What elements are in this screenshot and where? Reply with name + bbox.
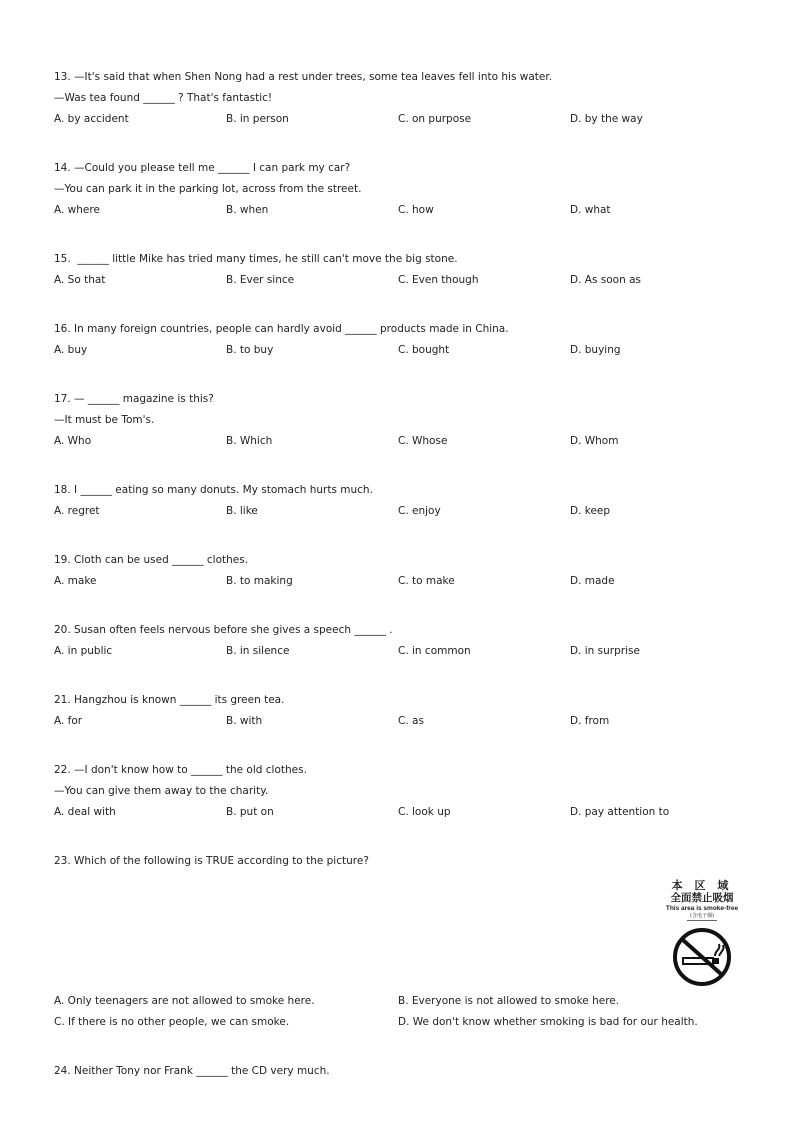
answer-option[interactable]: C. If there is no other people, we can smoke. <box>54 1016 290 1028</box>
answer-option[interactable]: D. from <box>570 715 610 727</box>
question-text: 13. —It's said that when Shen Nong had a rest under trees, some tea leaves fell into his water. <box>54 71 553 83</box>
answer-option[interactable]: B. to buy <box>226 344 274 356</box>
answer-option[interactable]: D. in surprise <box>570 645 640 657</box>
question-list <box>54 67 744 823</box>
answer-option[interactable]: A. in public <box>54 645 113 657</box>
question-text: 19. Cloth can be used ______ clothes. <box>54 554 249 566</box>
answer-option[interactable]: A. So that <box>54 274 106 286</box>
answer-option[interactable]: C. as <box>398 715 424 727</box>
answer-options <box>54 641 744 662</box>
question-text: 23. Which of the following is TRUE according to the picture? <box>54 855 369 867</box>
question-text: 20. Susan often feels nervous before she gives a speech ______ . <box>54 624 393 636</box>
answer-option[interactable]: D. by the way <box>570 113 643 125</box>
question-20 <box>54 620 744 662</box>
answer-option[interactable]: B. put on <box>226 806 274 818</box>
answer-option[interactable]: C. bought <box>398 344 450 356</box>
no-smoking-sign <box>662 880 742 990</box>
question-14 <box>54 158 744 221</box>
question-24 <box>54 1061 744 1082</box>
sign-chinese-line-2: 全面禁止吸烟 <box>670 892 734 904</box>
answer-option[interactable]: B. in silence <box>226 645 290 657</box>
question-text: 16. In many foreign countries, people can hardly avoid ______ products made in China. <box>54 323 509 335</box>
question-13 <box>54 67 744 130</box>
question-18 <box>54 480 744 522</box>
answer-option[interactable]: D. We don't know whether smoking is bad for our health. <box>398 1016 698 1028</box>
answer-option[interactable]: B. Everyone is not allowed to smoke here. <box>398 995 620 1007</box>
question-text: 24. Neither Tony nor Frank ______ the CD very much. <box>54 1065 330 1077</box>
answer-option[interactable]: D. Whom <box>570 435 619 447</box>
question-text: 15. ______ little Mike has tried many times, he still can't move the big stone. <box>54 253 458 265</box>
sign-divider <box>687 920 717 924</box>
answer-option[interactable]: C. Whose <box>398 435 448 447</box>
answer-options <box>54 340 744 361</box>
answer-option[interactable]: A. where <box>54 204 100 216</box>
answer-option[interactable]: D. buying <box>570 344 621 356</box>
question-text: —It must be Tom's. <box>54 414 155 426</box>
question-text: —Was tea found ______ ? That's fantastic! <box>54 92 273 104</box>
answer-option[interactable]: B. Ever since <box>226 274 295 286</box>
question-15 <box>54 249 744 291</box>
question-text: —You can give them away to the charity. <box>54 785 269 797</box>
answer-option[interactable]: C. on purpose <box>398 113 472 125</box>
answer-option[interactable]: A. buy <box>54 344 88 356</box>
answer-option[interactable]: B. in person <box>226 113 289 125</box>
answer-options <box>54 571 744 592</box>
answer-option[interactable]: A. make <box>54 575 97 587</box>
question-text: 22. —I don't know how to ______ the old clothes. <box>54 764 307 776</box>
answer-options <box>54 109 744 130</box>
question-19 <box>54 550 744 592</box>
picture-area <box>54 872 744 991</box>
answer-option[interactable]: C. look up <box>398 806 451 818</box>
answer-option[interactable]: C. enjoy <box>398 505 441 517</box>
answer-options <box>54 270 744 291</box>
answer-option[interactable]: A. by accident <box>54 113 129 125</box>
answer-options <box>54 991 744 1033</box>
answer-option[interactable]: B. when <box>226 204 269 216</box>
answer-option[interactable]: D. what <box>570 204 611 216</box>
question-text: 21. Hangzhou is known ______ its green tea. <box>54 694 285 706</box>
answer-option[interactable]: D. made <box>570 575 615 587</box>
sign-chinese-line-1: 本 区 域 <box>671 879 733 892</box>
answer-option[interactable]: B. Which <box>226 435 273 447</box>
answer-options <box>54 802 744 823</box>
answer-options <box>54 711 744 732</box>
exam-page <box>54 67 744 1110</box>
no-smoking-icon <box>671 926 733 988</box>
answer-option[interactable]: A. deal with <box>54 806 116 818</box>
answer-option[interactable]: A. Only teenagers are not allowed to smoke here. <box>54 995 315 1007</box>
answer-option[interactable]: A. regret <box>54 505 100 517</box>
question-text: —You can park it in the parking lot, across from the street. <box>54 183 362 195</box>
question-text: 17. — ______ magazine is this? <box>54 393 214 405</box>
answer-option[interactable]: B. to making <box>226 575 293 587</box>
question-23 <box>54 851 744 1033</box>
answer-option[interactable]: C. in common <box>398 645 471 657</box>
question-17 <box>54 389 744 452</box>
answer-option[interactable]: C. Even though <box>398 274 479 286</box>
answer-option[interactable]: D. As soon as <box>570 274 641 286</box>
question-22 <box>54 760 744 823</box>
answer-option[interactable]: C. to make <box>398 575 455 587</box>
answer-option[interactable]: D. pay attention to <box>570 806 670 818</box>
question-16 <box>54 319 744 361</box>
question-text: 14. —Could you please tell me ______ I can park my car? <box>54 162 351 174</box>
answer-options <box>54 501 744 522</box>
sign-english-line: This area is smoke-free <box>665 905 739 912</box>
answer-options <box>54 200 744 221</box>
answer-option[interactable]: C. how <box>398 204 434 216</box>
question-text: 18. I ______ eating so many donuts. My stomach hurts much. <box>54 484 373 496</box>
sign-small-note: (含电子烟) <box>690 913 714 919</box>
answer-option[interactable]: A. Who <box>54 435 92 447</box>
answer-option[interactable]: D. keep <box>570 505 611 517</box>
answer-options <box>54 431 744 452</box>
question-21 <box>54 690 744 732</box>
answer-option[interactable]: B. like <box>226 505 258 517</box>
answer-option[interactable]: A. for <box>54 715 83 727</box>
answer-option[interactable]: B. with <box>226 715 263 727</box>
